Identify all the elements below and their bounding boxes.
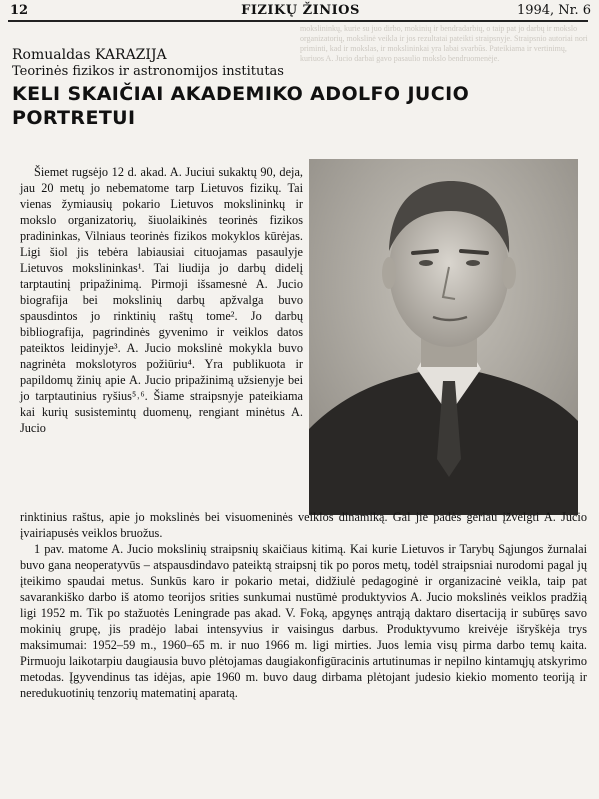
issue-number: 1994, Nr. 6 — [516, 3, 591, 18]
journal-title: FIZIKŲ ŽINIOS — [241, 3, 360, 18]
portrait-photo-icon — [309, 159, 578, 515]
article-title: KELI SKAIČIAI AKADEMIKO ADOLFO JUCIO PORTRETUI — [12, 83, 470, 129]
article-text-wide — [20, 509, 587, 701]
page-number: 12 — [10, 3, 29, 18]
running-header — [8, 2, 593, 20]
paragraph-productivity: 1 pav. matome A. Jucio mokslinių straipsnių skaičiaus kitimą. Kai kurie Lietuvos ir Tarybų Sąjungos žurnalai buvo gana neoperatyvūs – atspausdindavo pateiktą straipsnį tik po poros metų, todėl straipsniai nurodomi pagal jų įteikimo spaudai metus. Sunkūs karo ir pokario metai, didžiulė pedagoginė ir organizacinė veikla, taip pat savarankiško darbo iš atomo teorijos srities sunkumai nustūmė produktyvios A. Jucio mokslinės veiklos pradžią ligi 1952 m. Tik po stažuotės Leningrade pas akad. V. Foką, apgynęs antrąją daktaro disertaciją ir subūręs savo mokinių grupę, jis pradėjo labai intensyvius ir vaisingus darbus. Produktyvumo kreivėje išryškėja trys maksimumai: 1952–59 m., 1960–65 m. ir nuo 1966 m. ligi mirties. Juos lemia visų pirma darbo temų kaita. Pirmuoju laikotarpiu daugiausia buvo plėtojamas daugiakonfigūracinis artutinumas ir nepilno kintamųjų atskyrimo metodas. Įgyvendinus tas idėjas, apie 1960 m. buvo daug dirbama plėtojant judesio kiekio momento teoriją ir neredukuotinių tenzorių matematinį aparatą. — [20, 542, 587, 700]
header-rule — [8, 20, 588, 22]
bleed-through-text: mokslininkų, kurie su juo dirbo, mokinių ir bendradarbių, o taip pat jo darbų ir mokslo organizatorių, mokslinė veikla ir jos rezultatai pateikti straipsnyje. Straipsnio autoriai nori priminti, kad ir mokslas, ir mokslininkai yra labai svarbūs. Pateikiama ir vertinimų, kuriuos A. Jucio darbai gavo pasaulio mokslo bendruomenėje. — [300, 24, 588, 63]
article-text-column — [20, 164, 303, 436]
paragraph-continuation: rinktinius raštus, apie jo mokslinės bei visuomeninės veiklos dinamiką. Gal jie padės geriau įžvelgti A. Jucio įvairiapusės veiklos bruožus. — [20, 510, 587, 540]
author-name: Romualdas KARAZIJA — [12, 47, 167, 63]
author-institute: Teorinės fizikos ir astronomijos institutas — [12, 64, 284, 79]
intro-paragraph: Šiemet rugsėjo 12 d. akad. A. Juciui sukaktų 90, deja, jau 20 metų jo nebematome tarp Lietuvos fizikų. Tai vienas žymiausių pokario Lietuvos mokslininkų ir mokslo organizatorių, šiuolaikinės teorinės fizikos pradininkas, Vilniaus teorinės fizikos mokyklos kūrėjas. Ligi šiol jis tebėra labiausiai cituojamas pasaulyje Lietuvos mokslininkas¹. Tai liudija jo darbų didelį tarptautinį pripažinimą. Pirmoji išsamesnė A. Jucio biografija bei mokslinių darbų apžvalga buvo spausdintos jo rinktinių raštų tome². Jo darbų bibliografija, pagrindinės gyvenimo ir veiklos datos pateiktos leidinyje³. A. Jucio mokslinė mokykla buvo nagrinėta mokslotyros požiūriu⁴. Yra publikuota ir papildomų žinių apie A. Jucio pripažinimą užsienyje bei jo tarptautinius ryšius⁵˒⁶. Šiame straipsnyje pateikiama kai kurių susistemintų duomenų, rengiant minėtus A. Jucio — [20, 165, 303, 435]
portrait-photo — [309, 159, 578, 515]
